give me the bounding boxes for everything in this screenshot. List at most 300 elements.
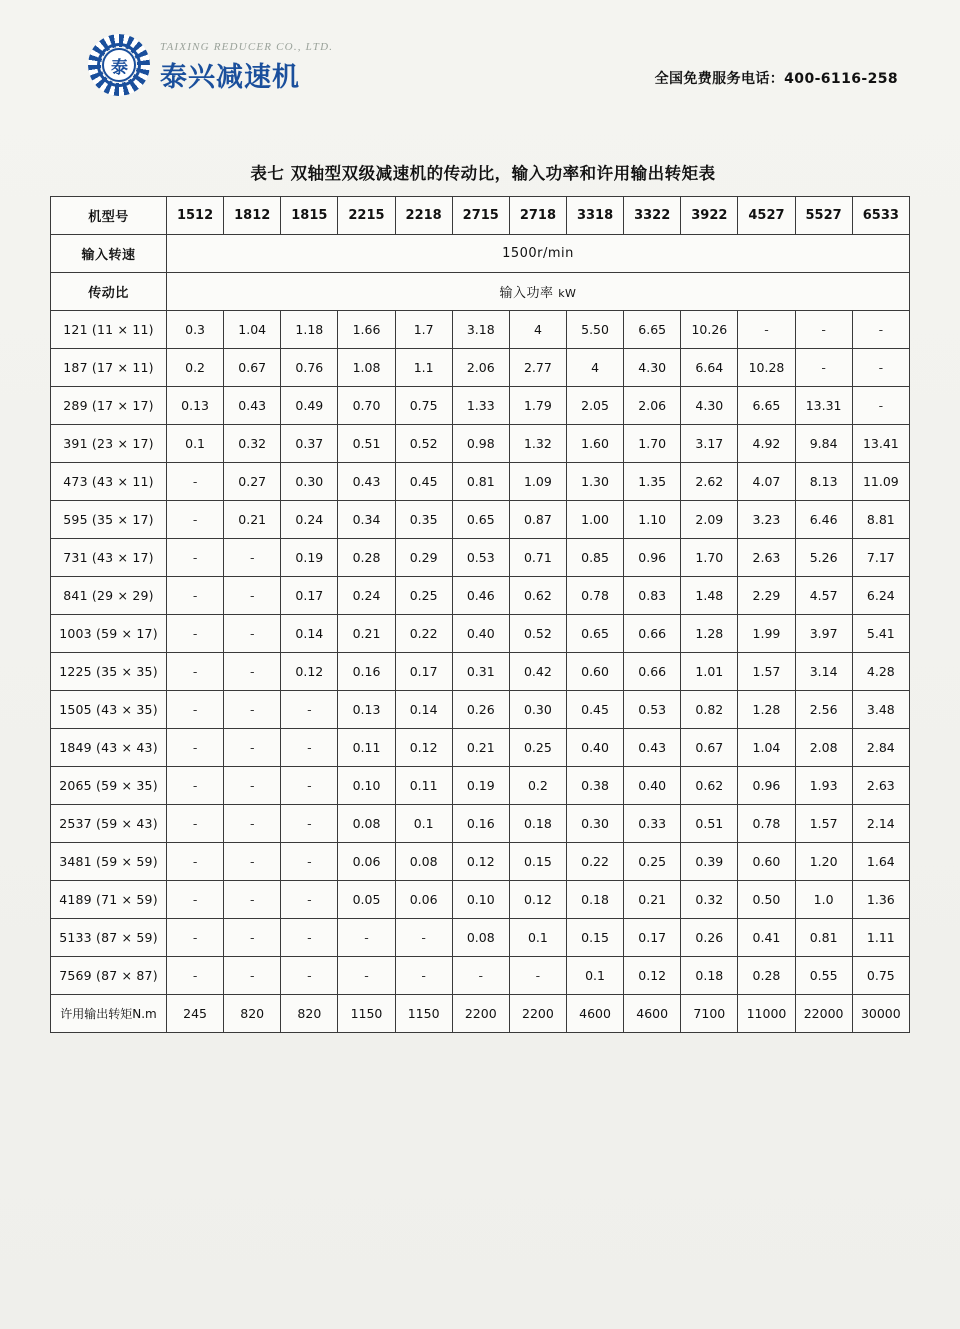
- power-value: 2.77: [509, 349, 566, 387]
- power-value: 0.45: [395, 463, 452, 501]
- power-value: -: [852, 311, 909, 349]
- power-value: 0.66: [624, 653, 681, 691]
- power-value: 1.35: [624, 463, 681, 501]
- power-value: 1.57: [738, 653, 795, 691]
- power-header: 输入功率 kW: [167, 273, 910, 311]
- power-value: -: [281, 843, 338, 881]
- table-row: [51, 463, 910, 501]
- power-value: 3.23: [738, 501, 795, 539]
- power-value: 6.24: [852, 577, 909, 615]
- power-value: 0.18: [509, 805, 566, 843]
- power-value: 0.24: [338, 577, 395, 615]
- company-logo: [88, 34, 333, 96]
- page-header: [0, 28, 960, 104]
- power-value: 0.19: [281, 539, 338, 577]
- power-value: 0.30: [509, 691, 566, 729]
- ratio-label: 121 (11 × 11): [51, 311, 167, 349]
- ratio-label: 7569 (87 × 87): [51, 957, 167, 995]
- power-value: 0.12: [624, 957, 681, 995]
- power-value: -: [281, 881, 338, 919]
- ratio-label: 4189 (71 × 59): [51, 881, 167, 919]
- power-value: 0.17: [281, 577, 338, 615]
- power-value: -: [167, 957, 224, 995]
- power-value: 0.16: [452, 805, 509, 843]
- power-value: 0.85: [566, 539, 623, 577]
- power-value: 1.70: [681, 539, 738, 577]
- power-value: 0.10: [452, 881, 509, 919]
- power-value: -: [224, 577, 281, 615]
- power-value: 0.30: [281, 463, 338, 501]
- table-row: [51, 843, 910, 881]
- table-power-header-row: [51, 273, 910, 311]
- power-value: 3.48: [852, 691, 909, 729]
- power-value: -: [281, 729, 338, 767]
- torque-value: 2200: [452, 995, 509, 1033]
- torque-value: 22000: [795, 995, 852, 1033]
- power-value: -: [224, 539, 281, 577]
- logo-chinese-name: 泰兴减速机: [160, 61, 300, 93]
- ratio-label: 289 (17 × 17): [51, 387, 167, 425]
- power-value: 1.1: [395, 349, 452, 387]
- power-value: 0.52: [509, 615, 566, 653]
- power-value: 1.30: [566, 463, 623, 501]
- table-row: [51, 311, 910, 349]
- power-value: 1.7: [395, 311, 452, 349]
- power-value: 1.36: [852, 881, 909, 919]
- power-value: 0.25: [624, 843, 681, 881]
- power-value: 0.14: [395, 691, 452, 729]
- row-label-input-speed: 输入转速: [51, 235, 167, 273]
- power-value: 0.29: [395, 539, 452, 577]
- power-value: -: [281, 805, 338, 843]
- power-value: 0.1: [566, 957, 623, 995]
- input-speed-value: 1500r/min: [167, 235, 910, 273]
- power-value: 0.06: [338, 843, 395, 881]
- gear-logo-icon: [88, 34, 150, 96]
- power-value: 2.56: [795, 691, 852, 729]
- power-value: 1.57: [795, 805, 852, 843]
- power-value: 2.62: [681, 463, 738, 501]
- power-value: 4.07: [738, 463, 795, 501]
- power-value: 0.05: [338, 881, 395, 919]
- power-value: 0.24: [281, 501, 338, 539]
- power-value: -: [167, 691, 224, 729]
- power-value: 10.28: [738, 349, 795, 387]
- power-value: -: [167, 881, 224, 919]
- power-value: 0.40: [624, 767, 681, 805]
- power-value: 3.18: [452, 311, 509, 349]
- power-value: 0.53: [624, 691, 681, 729]
- power-value: -: [167, 577, 224, 615]
- power-value: 0.42: [509, 653, 566, 691]
- power-value: 2.63: [852, 767, 909, 805]
- power-value: 0.13: [167, 387, 224, 425]
- power-value: 1.28: [681, 615, 738, 653]
- power-value: 4.28: [852, 653, 909, 691]
- model-header-2218: 2218: [395, 197, 452, 235]
- power-value: 0.12: [281, 653, 338, 691]
- ratio-label: 2537 (59 × 43): [51, 805, 167, 843]
- power-value: 0.67: [681, 729, 738, 767]
- ratio-label: 391 (23 × 17): [51, 425, 167, 463]
- power-value: 0.78: [738, 805, 795, 843]
- torque-value: 7100: [681, 995, 738, 1033]
- power-value: 0.65: [566, 615, 623, 653]
- power-value: 4: [509, 311, 566, 349]
- power-value: 0.51: [681, 805, 738, 843]
- model-header-1815: 1815: [281, 197, 338, 235]
- power-value: 0.43: [224, 387, 281, 425]
- power-value: 0.35: [395, 501, 452, 539]
- spec-table-container: [50, 196, 910, 1033]
- power-value: 0.19: [452, 767, 509, 805]
- power-value: -: [224, 691, 281, 729]
- power-value: 0.38: [566, 767, 623, 805]
- power-value: 0.33: [624, 805, 681, 843]
- page-title: 表七 双轴型双级减速机的传动比，输入功率和许用输出转矩表: [250, 164, 716, 183]
- power-value: 2.63: [738, 539, 795, 577]
- power-value: -: [795, 349, 852, 387]
- power-value: 5.26: [795, 539, 852, 577]
- power-value: -: [281, 691, 338, 729]
- power-value: 2.14: [852, 805, 909, 843]
- power-value: 1.99: [738, 615, 795, 653]
- power-value: 6.46: [795, 501, 852, 539]
- power-value: 0.2: [509, 767, 566, 805]
- power-value: 0.66: [624, 615, 681, 653]
- power-value: 0.32: [681, 881, 738, 919]
- power-value: 0.18: [681, 957, 738, 995]
- power-value: 7.17: [852, 539, 909, 577]
- power-value: 1.66: [338, 311, 395, 349]
- table-row: [51, 539, 910, 577]
- power-value: 0.17: [624, 919, 681, 957]
- power-value: 1.00: [566, 501, 623, 539]
- power-value: 0.45: [566, 691, 623, 729]
- table-row: [51, 729, 910, 767]
- logo-glyph: 泰: [102, 48, 136, 82]
- power-value: 0.40: [566, 729, 623, 767]
- power-value: 3.14: [795, 653, 852, 691]
- power-value: 0.26: [452, 691, 509, 729]
- power-value: 8.13: [795, 463, 852, 501]
- power-value: 0.96: [738, 767, 795, 805]
- power-value: -: [224, 957, 281, 995]
- power-value: -: [224, 615, 281, 653]
- table-row: [51, 425, 910, 463]
- table-row: [51, 653, 910, 691]
- ratio-label: 1849 (43 × 43): [51, 729, 167, 767]
- table-row: [51, 919, 910, 957]
- power-value: 0.62: [509, 577, 566, 615]
- power-value: 0.12: [509, 881, 566, 919]
- power-value: 4.57: [795, 577, 852, 615]
- ratio-label: 731 (43 × 17): [51, 539, 167, 577]
- power-value: -: [167, 501, 224, 539]
- power-value: -: [167, 539, 224, 577]
- power-value: 2.84: [852, 729, 909, 767]
- logo-english-name: TAIXING REDUCER CO., LTD.: [160, 40, 334, 53]
- power-value: 2.09: [681, 501, 738, 539]
- power-value: 0.41: [738, 919, 795, 957]
- power-value: -: [338, 919, 395, 957]
- table-row: [51, 615, 910, 653]
- torque-value: 11000: [738, 995, 795, 1033]
- power-value: 0.11: [338, 729, 395, 767]
- power-value: 1.93: [795, 767, 852, 805]
- table-row: [51, 501, 910, 539]
- power-value: 0.1: [509, 919, 566, 957]
- power-value: 0.39: [681, 843, 738, 881]
- torque-value: 30000: [852, 995, 909, 1033]
- power-value: 0.87: [509, 501, 566, 539]
- power-value: 0.16: [338, 653, 395, 691]
- power-value: 0.12: [452, 843, 509, 881]
- power-value: 0.18: [566, 881, 623, 919]
- ratio-label: 3481 (59 × 59): [51, 843, 167, 881]
- torque-value: 2200: [509, 995, 566, 1033]
- power-value: 0.50: [738, 881, 795, 919]
- power-value: 0.14: [281, 615, 338, 653]
- table-row: [51, 577, 910, 615]
- power-value: 0.15: [509, 843, 566, 881]
- power-value: 0.08: [338, 805, 395, 843]
- table-row: [51, 387, 910, 425]
- power-value: 0.1: [395, 805, 452, 843]
- power-value: 1.01: [681, 653, 738, 691]
- table-row: [51, 349, 910, 387]
- table-row: [51, 881, 910, 919]
- power-value: 0.30: [566, 805, 623, 843]
- torque-value: 820: [281, 995, 338, 1033]
- model-header-2718: 2718: [509, 197, 566, 235]
- power-value: 0.40: [452, 615, 509, 653]
- ratio-label: 1225 (35 × 35): [51, 653, 167, 691]
- power-value: -: [167, 919, 224, 957]
- table-row: [51, 691, 910, 729]
- power-value: 0.43: [624, 729, 681, 767]
- power-value: 0.21: [338, 615, 395, 653]
- power-value: 0.60: [566, 653, 623, 691]
- power-value: 0.75: [395, 387, 452, 425]
- power-value: 0.71: [509, 539, 566, 577]
- power-value: 0.08: [395, 843, 452, 881]
- power-value: -: [452, 957, 509, 995]
- power-value: 1.11: [852, 919, 909, 957]
- power-value: 0.08: [452, 919, 509, 957]
- model-header-3318: 3318: [566, 197, 623, 235]
- power-value: 0.31: [452, 653, 509, 691]
- power-value: 0.51: [338, 425, 395, 463]
- model-header-2215: 2215: [338, 197, 395, 235]
- power-value: 2.08: [795, 729, 852, 767]
- power-value: 0.3: [167, 311, 224, 349]
- power-value: 0.37: [281, 425, 338, 463]
- row-label-model: 机型号: [51, 197, 167, 235]
- model-header-3322: 3322: [624, 197, 681, 235]
- power-value: 0.70: [338, 387, 395, 425]
- ratio-label: 1505 (43 × 35): [51, 691, 167, 729]
- power-value: 5.41: [852, 615, 909, 653]
- power-value: 1.20: [795, 843, 852, 881]
- power-value: -: [395, 957, 452, 995]
- power-value: 0.65: [452, 501, 509, 539]
- power-value: 2.05: [566, 387, 623, 425]
- power-value: 4.92: [738, 425, 795, 463]
- power-value: 1.28: [738, 691, 795, 729]
- spec-table: [50, 196, 910, 1033]
- power-value: -: [852, 349, 909, 387]
- table-row: [51, 767, 910, 805]
- power-value: -: [167, 767, 224, 805]
- power-value: -: [224, 919, 281, 957]
- power-value: 1.04: [738, 729, 795, 767]
- power-value: 0.17: [395, 653, 452, 691]
- power-value: 1.04: [224, 311, 281, 349]
- torque-value: 4600: [624, 995, 681, 1033]
- power-value: 1.79: [509, 387, 566, 425]
- power-value: 1.10: [624, 501, 681, 539]
- power-value: 0.1: [167, 425, 224, 463]
- power-value: 0.53: [452, 539, 509, 577]
- power-value: 0.83: [624, 577, 681, 615]
- power-value: 0.12: [395, 729, 452, 767]
- power-value: -: [338, 957, 395, 995]
- power-value: 6.64: [681, 349, 738, 387]
- power-value: 0.28: [738, 957, 795, 995]
- power-value: 2.06: [624, 387, 681, 425]
- power-value: -: [395, 919, 452, 957]
- ratio-label: 1003 (59 × 17): [51, 615, 167, 653]
- power-value: -: [224, 805, 281, 843]
- power-value: 1.09: [509, 463, 566, 501]
- power-value: 0.43: [338, 463, 395, 501]
- power-value: 0.27: [224, 463, 281, 501]
- power-value: 0.60: [738, 843, 795, 881]
- torque-value: 245: [167, 995, 224, 1033]
- power-value: 5.50: [566, 311, 623, 349]
- power-value: 0.22: [566, 843, 623, 881]
- power-value: 0.34: [338, 501, 395, 539]
- torque-value: 4600: [566, 995, 623, 1033]
- power-value: 1.08: [338, 349, 395, 387]
- model-header-4527: 4527: [738, 197, 795, 235]
- power-value: -: [509, 957, 566, 995]
- power-value: -: [795, 311, 852, 349]
- power-value: 2.06: [452, 349, 509, 387]
- row-label-torque: 许用输出转矩N.m: [51, 995, 167, 1033]
- power-value: -: [224, 729, 281, 767]
- power-value: 0.98: [452, 425, 509, 463]
- power-value: 0.82: [681, 691, 738, 729]
- power-value: -: [852, 387, 909, 425]
- power-value: 0.21: [224, 501, 281, 539]
- row-label-ratio: 传动比: [51, 273, 167, 311]
- power-value: -: [224, 843, 281, 881]
- ratio-label: 473 (43 × 11): [51, 463, 167, 501]
- power-value: 0.22: [395, 615, 452, 653]
- power-value: 1.70: [624, 425, 681, 463]
- power-value: 0.2: [167, 349, 224, 387]
- power-value: 10.26: [681, 311, 738, 349]
- power-value: 2.29: [738, 577, 795, 615]
- service-hotline: 全国免费服务电话：400-6116-258: [654, 71, 898, 87]
- power-value: 0.32: [224, 425, 281, 463]
- torque-value: 820: [224, 995, 281, 1033]
- power-value: -: [167, 615, 224, 653]
- ratio-label: 187 (17 × 11): [51, 349, 167, 387]
- torque-value: 1150: [338, 995, 395, 1033]
- power-value: -: [738, 311, 795, 349]
- power-value: 1.32: [509, 425, 566, 463]
- power-value: 13.41: [852, 425, 909, 463]
- table-torque-row: [51, 995, 910, 1033]
- power-value: 0.21: [624, 881, 681, 919]
- power-value: -: [281, 767, 338, 805]
- power-value: 0.11: [395, 767, 452, 805]
- table-row: [51, 957, 910, 995]
- table-input-speed-row: [51, 235, 910, 273]
- model-header-1512: 1512: [167, 197, 224, 235]
- power-value: -: [281, 919, 338, 957]
- power-value: 6.65: [624, 311, 681, 349]
- power-value: 4.30: [624, 349, 681, 387]
- power-value: -: [167, 729, 224, 767]
- power-value: 0.21: [452, 729, 509, 767]
- power-value: -: [167, 843, 224, 881]
- power-value: 0.67: [224, 349, 281, 387]
- power-value: 1.64: [852, 843, 909, 881]
- model-header-5527: 5527: [795, 197, 852, 235]
- power-value: 0.46: [452, 577, 509, 615]
- power-value: -: [167, 463, 224, 501]
- power-value: 0.26: [681, 919, 738, 957]
- model-header-3922: 3922: [681, 197, 738, 235]
- model-header-6533: 6533: [852, 197, 909, 235]
- power-value: 3.97: [795, 615, 852, 653]
- power-value: 0.10: [338, 767, 395, 805]
- ratio-label: 2065 (59 × 35): [51, 767, 167, 805]
- power-value: -: [167, 653, 224, 691]
- power-value: 9.84: [795, 425, 852, 463]
- ratio-label: 841 (29 × 29): [51, 577, 167, 615]
- power-value: 0.55: [795, 957, 852, 995]
- power-value: 4.30: [681, 387, 738, 425]
- power-value: 0.25: [509, 729, 566, 767]
- power-value: -: [224, 881, 281, 919]
- power-value: 0.49: [281, 387, 338, 425]
- power-value: -: [167, 805, 224, 843]
- power-value: 1.60: [566, 425, 623, 463]
- power-value: 1.0: [795, 881, 852, 919]
- power-value: 0.81: [452, 463, 509, 501]
- power-value: 11.09: [852, 463, 909, 501]
- table-row: [51, 805, 910, 843]
- power-value: 0.96: [624, 539, 681, 577]
- power-value: 1.48: [681, 577, 738, 615]
- power-value: 0.28: [338, 539, 395, 577]
- torque-value: 1150: [395, 995, 452, 1033]
- power-value: 13.31: [795, 387, 852, 425]
- power-value: -: [224, 653, 281, 691]
- table-header-row: [51, 197, 910, 235]
- power-value: 3.17: [681, 425, 738, 463]
- power-value: 4: [566, 349, 623, 387]
- power-value: 0.25: [395, 577, 452, 615]
- power-value: 0.76: [281, 349, 338, 387]
- ratio-label: 5133 (87 × 59): [51, 919, 167, 957]
- power-value: 0.75: [852, 957, 909, 995]
